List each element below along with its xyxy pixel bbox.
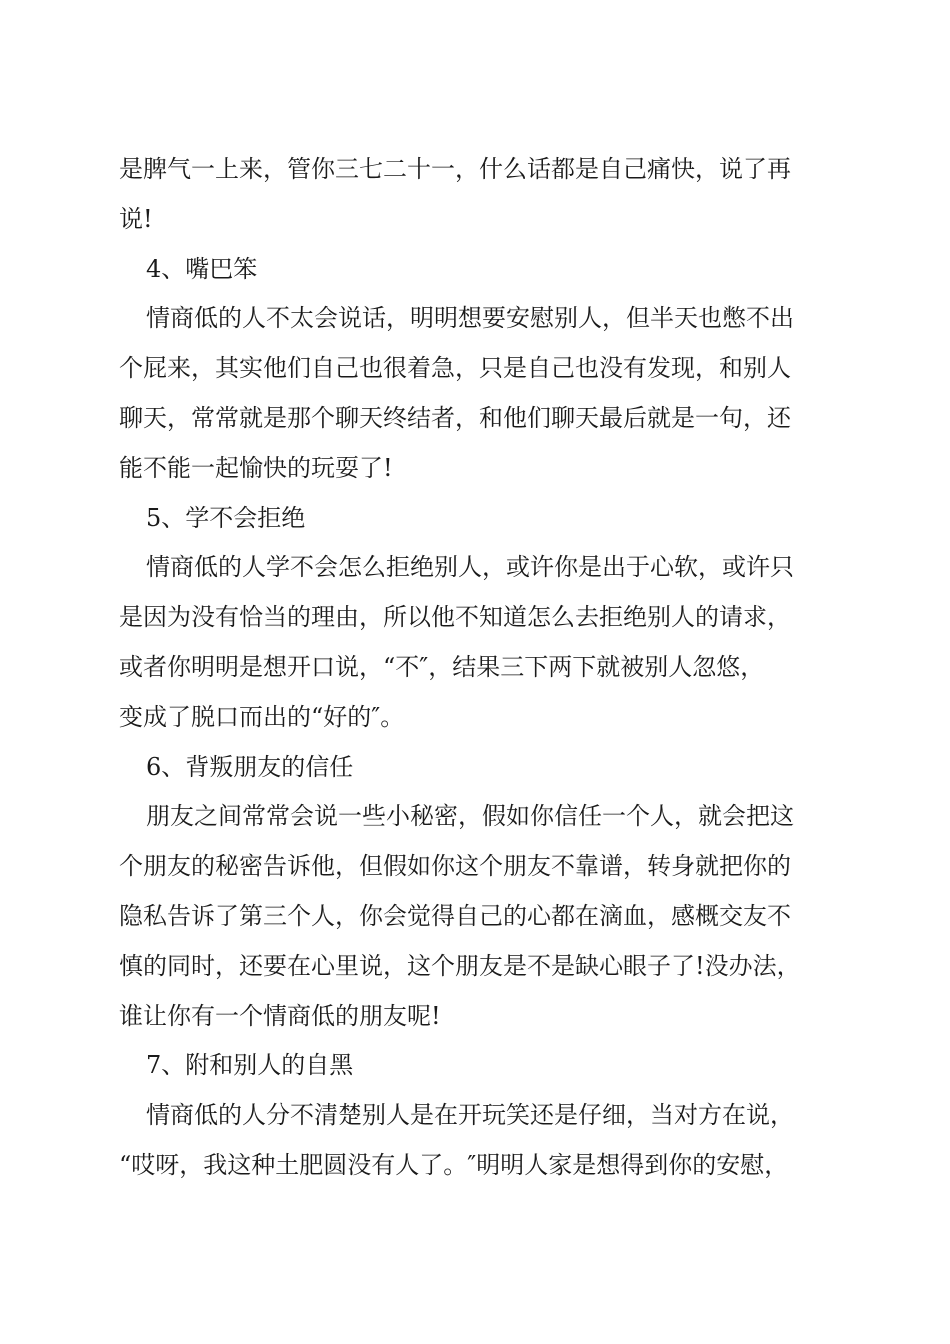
text-line-15: 个朋友的秘密告诉他，但假如你这个朋友不靠谱，转身就把你的 [119, 852, 791, 881]
section-heading-4: 4、嘴巴笨 [146, 254, 258, 283]
text-line-1: 是脾气一上来，管你三七二十一，什么话都是自己痛快，说了再 [119, 155, 791, 183]
text-line-14: 朋友之间常常会说一些小秘密，假如你信任一个人，就会把这 [146, 802, 794, 831]
text-line-7: 能不能一起愉快的玩耍了! [119, 453, 393, 482]
text-line-18: 谁让你有一个情商低的朋友呢! [119, 1001, 441, 1030]
text-line-10: 是因为没有恰当的理由，所以他不知道怎么去拒绝别人的请求， [119, 603, 791, 632]
text-line-4: 情商低的人不太会说话，明明想要安慰别人，但半天也憋不出 [146, 304, 794, 333]
document-body [119, 145, 839, 1191]
text-line-6: 聊天，常常就是那个聊天终结者，和他们聊天最后就是一句，还 [119, 403, 791, 432]
text-line-21: “哎呀，我这种土肥圆没有人了。″明明人家是想得到你的安慰， [119, 1150, 789, 1179]
text-line-2: 说! [119, 204, 153, 233]
text-line-12: 变成了脱口而出的“好的″。 [119, 702, 405, 731]
text-line-11: 或者你明明是想开口说，“不″，结果三下两下就被别人忽悠， [119, 652, 765, 681]
section-heading-7: 7、附和别人的自黑 [146, 1051, 354, 1080]
text-line-9: 情商低的人学不会怎么拒绝别人，或许你是出于心软，或许只 [146, 553, 794, 582]
text-line-20: 情商低的人分不清楚别人是在开玩笑还是仔细，当对方在说， [146, 1101, 794, 1130]
text-line-16: 隐私告诉了第三个人，你会觉得自己的心都在滴血，感概交友不 [119, 901, 791, 930]
text-line-5: 个屁来，其实他们自己也很着急，只是自己也没有发现，和别人 [119, 354, 791, 383]
section-heading-5: 5、学不会拒绝 [146, 503, 306, 532]
section-heading-6: 6、背叛朋友的信任 [146, 752, 354, 781]
text-line-17: 慎的同时，还要在心里说，这个朋友是不是缺心眼子了!没办法， [119, 951, 801, 980]
